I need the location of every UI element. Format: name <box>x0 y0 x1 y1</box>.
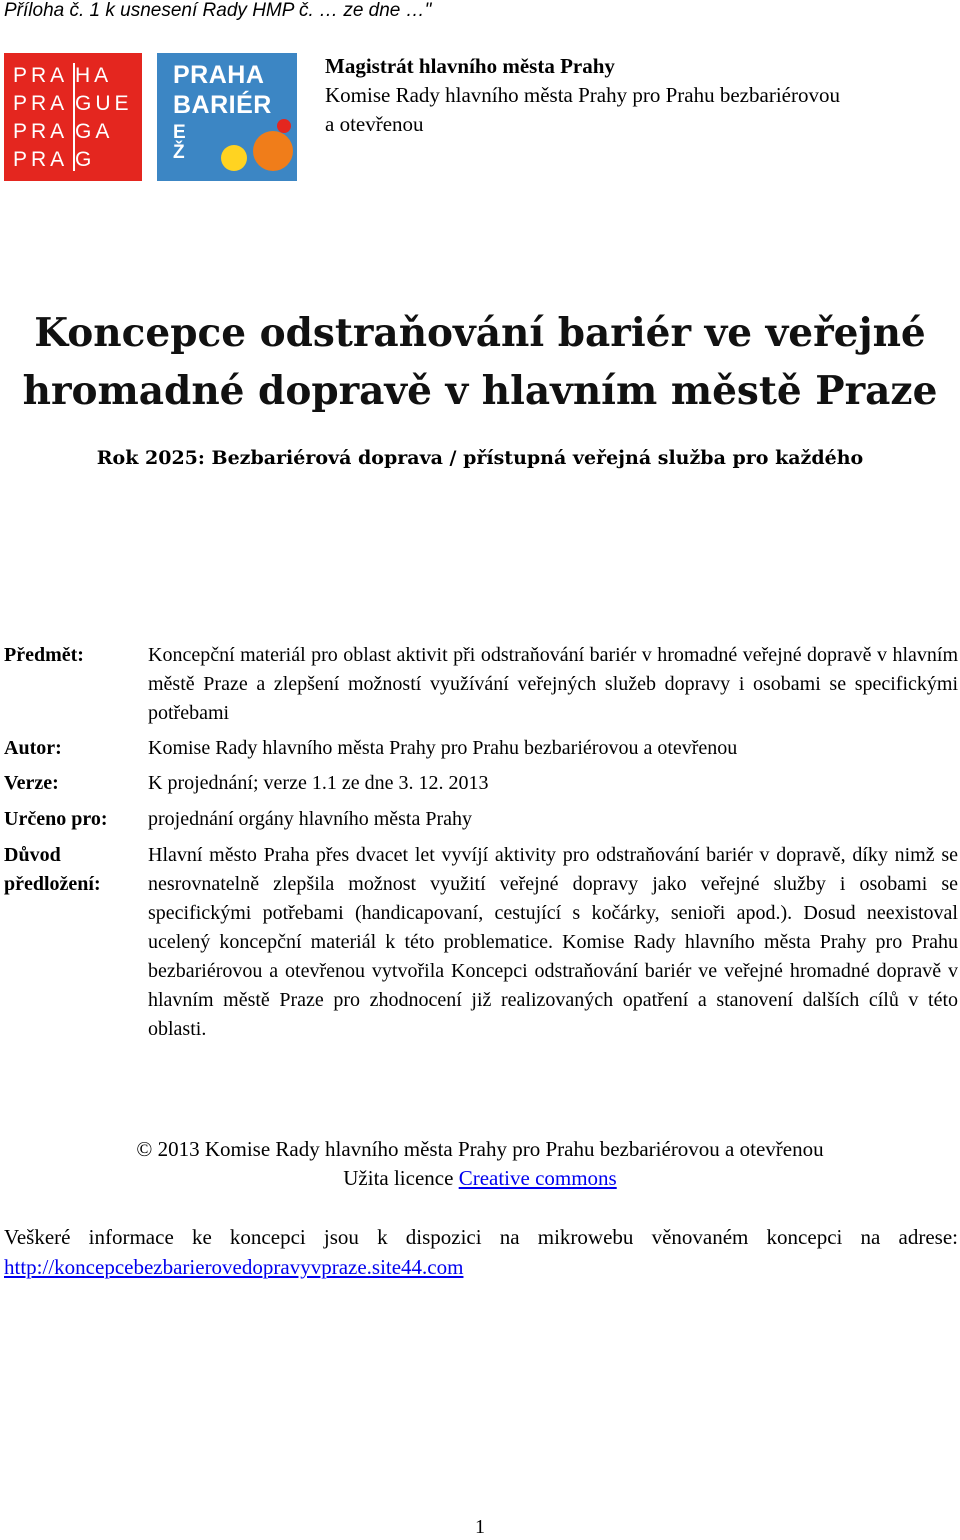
meta-label: Určeno pro: <box>4 808 108 830</box>
praha-logo <box>4 53 142 181</box>
meta-label: Autor: <box>4 737 62 759</box>
meta-label: Verze: <box>4 772 59 794</box>
copyright-block <box>0 1135 960 1193</box>
creative-commons-link[interactable]: Creative commons <box>458 1166 617 1190</box>
document-subtitle: Rok 2025: Bezbariérová doprava / přístupná veřejná služba pro každého <box>96 447 864 469</box>
organization-block <box>325 52 840 139</box>
logo-cell: G <box>75 148 96 171</box>
praha-bez-barier-logo <box>157 53 297 181</box>
organization-line3: a otevřenou <box>325 112 424 136</box>
logo2-line1: PRAHA <box>173 61 265 89</box>
meta-duvod <box>4 841 958 1081</box>
copyright-line: © 2013 Komise Rady hlavního města Prahy pro Prahu bezbariérovou a otevřenou <box>136 1137 824 1161</box>
title-line1: Koncepce odstraňování bariér ve veřejné <box>34 310 926 356</box>
organization-line2: Komise Rady hlavního města Prahy pro Prahu bezbariérovou <box>325 83 840 107</box>
meta-autor <box>4 734 958 764</box>
page-number: 1 <box>475 1516 485 1538</box>
info-text: Veškeré informace ke koncepci jsou k dispozici na mikrowebu věnovaném koncepci na adrese: <box>4 1225 958 1249</box>
logo-cell: GUE <box>75 92 133 115</box>
header-note: Příloha č. 1 k usnesení Rady HMP č. … ze dne …" <box>4 0 432 21</box>
meta-predmet <box>4 641 958 731</box>
meta-label-line1: Důvod <box>4 844 61 866</box>
meta-label-line2: předložení: <box>4 873 101 895</box>
meta-value: projednání orgány hlavního města Prahy <box>148 808 473 830</box>
licence-line <box>0 1164 960 1193</box>
meta-urceno <box>4 805 958 835</box>
logo-cell: PRA <box>13 120 69 143</box>
logo-dot-orange <box>253 131 293 171</box>
logo-cell: PRA <box>13 64 69 87</box>
meta-verze <box>4 769 958 799</box>
organization-name: Magistrát hlavního města Prahy <box>325 54 615 78</box>
meta-value: K projednání; verze 1.1 ze dne 3. 12. 2013 <box>148 772 489 794</box>
logo2-vertical: E Ž <box>173 122 186 163</box>
microweb-link[interactable]: http://koncepcebezbarierovedopravyvpraze.site44.com <box>4 1255 464 1279</box>
praha-logo-grid <box>13 63 137 173</box>
logo-cell: GA <box>75 120 114 143</box>
meta-value: Koncepční materiál pro oblast aktivit při odstraňování bariér v hromadné veřejné dopravě v hlavním městě Praze a zlepšení možností využívání veřejných služeb dopravy i osobami se specifickými potřebami <box>148 644 958 724</box>
logo-cell: PRA <box>13 148 69 171</box>
info-paragraph <box>4 1222 958 1282</box>
meta-value: Hlavní město Praha přes dvacet let vyvíjí aktivity pro odstraňování bariér v dopravě, díky nimž se nesrovnatelně zlepšila možnost využití veřejné dopravy jako veřejné služby i osobami se specifickými potřebami (handicapovaní, cestující s kočárky, senioři apod.). Dosud neexistoval ucelený koncepční materiál k této problematice. Komise Rady hlavního města Prahy pro Prahu bezbariérovou a otevřenou vytvořila Koncepci odstraňování bariér ve veřejné hromadné dopravě v hlavním městě Praze pro zhodnocení již realizovaných opatření a stanovení dalších cílů v této oblasti. <box>148 844 958 1040</box>
title-line2: hromadné dopravě v hlavním městě Praze <box>22 368 938 414</box>
logo-cell: HA <box>75 64 113 87</box>
meta-value: Komise Rady hlavního města Prahy pro Prahu bezbariérovou a otevřenou <box>148 737 738 759</box>
logo-cell: PRA <box>13 92 69 115</box>
licence-prefix: Užita licence <box>343 1166 459 1190</box>
logo-dot-yellow <box>221 145 247 171</box>
logo2-line2: BARIÉR <box>173 91 272 119</box>
document-title <box>0 304 960 420</box>
meta-label <box>4 841 101 899</box>
meta-label: Předmět: <box>4 644 84 666</box>
logo-dot-red <box>277 119 291 133</box>
